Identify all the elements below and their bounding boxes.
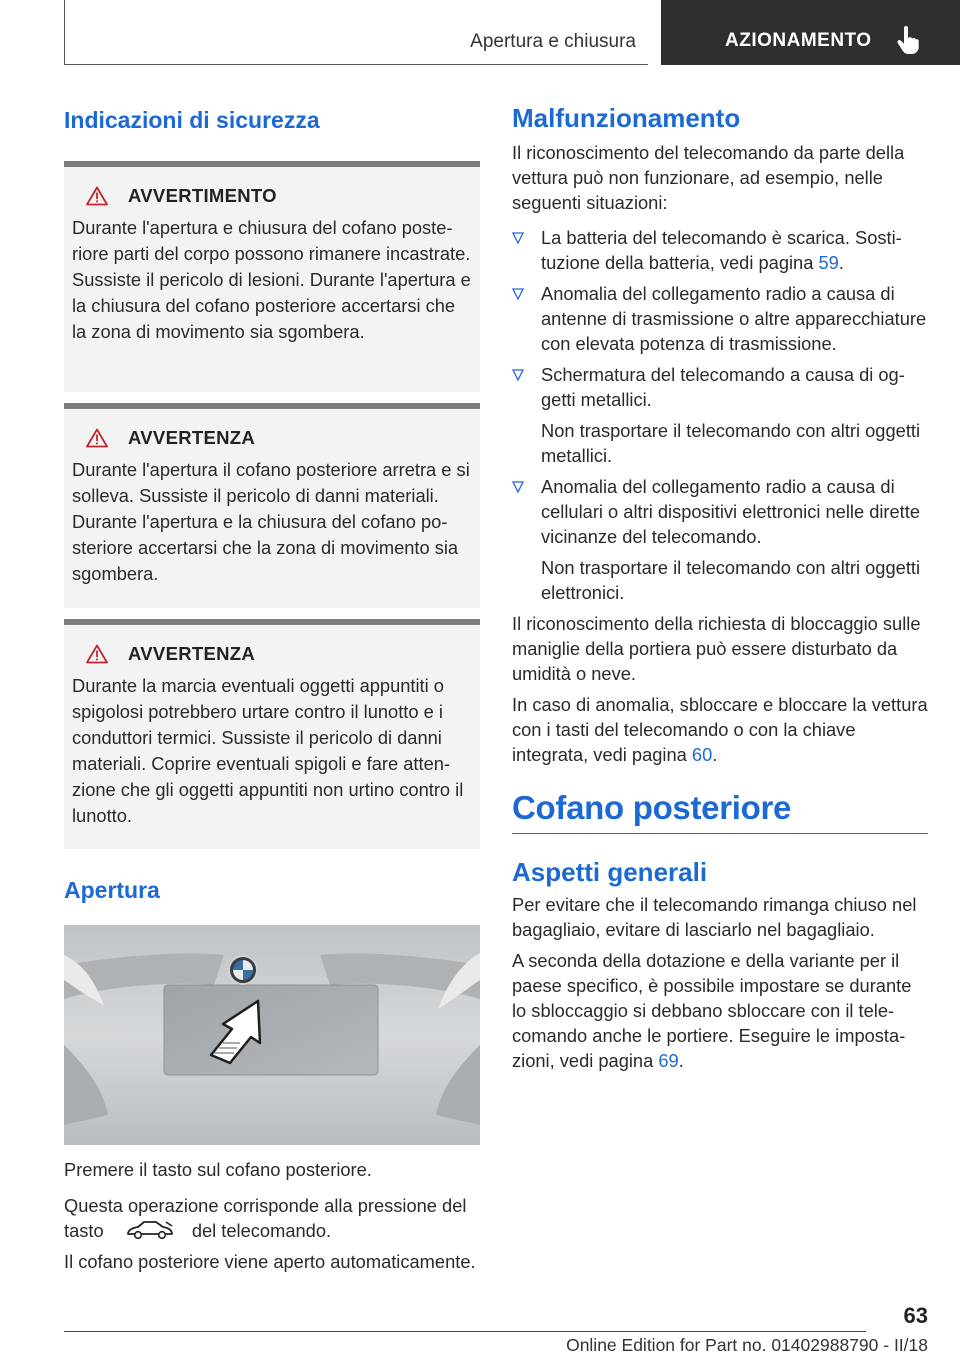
trunk-illustration xyxy=(64,925,480,1145)
warning-triangle-icon xyxy=(86,644,108,664)
left-column xyxy=(64,100,480,1280)
page-link-60[interactable]: 60 xyxy=(691,744,713,765)
list-item: Anomalia del collegamento radio a causa di cellulari o altri dispositivi elettronici nelle dirette vicinanze del telecomando. Non trasportare il telecomando con altri oggetti elettronici. xyxy=(512,474,928,605)
heading-underline xyxy=(512,833,928,834)
caution-box xyxy=(64,619,480,849)
chapter-heading: Cofano posteriore xyxy=(512,789,792,826)
handle-detection-note: Il riconoscimento della richiesta di bloccaggio sulle maniglie della portiera può essere disturbato da umidità o neve. xyxy=(512,613,921,684)
general-paragraph: Per evitare che il telecomando rimanga chiuso nel bagagliaio, evitare di lasciarlo nel bagagliaio. xyxy=(512,894,917,940)
header-section-title: Apertura e chiusura xyxy=(470,31,636,52)
list-item-note: Non trasportare il telecomando con altri oggetti metallici. xyxy=(541,420,921,466)
warning-triangle-icon xyxy=(86,186,108,206)
page-number: 63 xyxy=(903,1303,928,1328)
malfunction-heading: Malfunzionamento xyxy=(512,103,741,133)
bullet-triangle-icon xyxy=(512,288,524,300)
caution-text: Durante l'apertura il cofano posteriore arretra e si solleva. Sussiste il pericolo di danni materiali. Durante l'apertura e la chiusura del cofano posteriore accertarsi che la zona di movimento sia sgombera. xyxy=(72,459,470,584)
press-instruction: Premere il tasto sul cofano posteriore. xyxy=(64,1159,372,1180)
opening-heading: Apertura xyxy=(64,877,160,903)
chapter-tab-label: AZIONAMENTO xyxy=(725,30,872,51)
footer-divider xyxy=(64,1331,866,1332)
caution-text: Durante la marcia eventuali oggetti appuntiti o spigolosi potrebbero urtare contro il lunotto e i conduttori termici. Sussiste il pericolo di danni materiali. Coprire eventuali spigoli e fare attenzione che gli oggetti appuntiti non urtino contro il lunotto. xyxy=(72,675,464,826)
list-item: Anomalia del collegamento radio a causa di antenne di trasmissione o altre apparecchiature con elevata potenza di trasmissione. xyxy=(512,281,928,356)
trunk-button-photo xyxy=(64,925,480,1145)
caution-title: AVVERTENZA xyxy=(128,427,256,448)
general-heading: Aspetti generali xyxy=(512,857,708,887)
footer-edition: Online Edition for Part no. 01402988790 - II/18 xyxy=(566,1335,928,1355)
warning-title: AVVERTIMENTO xyxy=(128,185,277,206)
malfunction-list xyxy=(512,225,928,605)
warning-triangle-icon xyxy=(86,428,108,448)
remote-equivalence: Questa operazione corrisponde alla pressione del tasto del telecomando. xyxy=(64,1195,467,1241)
warning-box xyxy=(64,161,480,392)
malfunction-intro: Il riconoscimento del telecomando da parte della vettura può non funzionare, ad esempio, nelle seguenti situazioni: xyxy=(512,142,905,213)
list-item: La batteria del telecomando è scarica. Sostituzione della batteria, vedi pagina 59. xyxy=(512,225,928,275)
header-divider-bottom xyxy=(64,64,648,65)
hand-pointer-icon xyxy=(893,25,921,55)
caution-box xyxy=(64,403,480,608)
page-link-69[interactable]: 69 xyxy=(658,1050,679,1071)
list-item: Schermatura del telecomando a causa di oggetti metallici. Non trasportare il telecomando con altri oggetti metallici. xyxy=(512,362,928,468)
auto-open-note: Il cofano posteriore viene aperto automaticamente. xyxy=(64,1251,476,1272)
caution-title: AVVERTENZA xyxy=(128,643,256,664)
bullet-triangle-icon xyxy=(512,232,524,244)
bullet-triangle-icon xyxy=(512,369,524,381)
warning-text: Durante l'apertura e chiusura del cofano posteriore parti del corpo possono rimanere incastrate. Sussiste il pericolo di lesioni. Durante l'apertura e la chiusura del cofano posteriore accertarsi che la zona di movimento sia sgombera. xyxy=(72,217,471,342)
list-item-note: Non trasportare il telecomando con altri oggetti elettronici. xyxy=(541,557,921,603)
car-trunk-key-icon xyxy=(125,1219,175,1241)
page-link-59[interactable]: 59 xyxy=(818,252,839,273)
right-column xyxy=(512,100,928,1079)
bullet-triangle-icon xyxy=(512,481,524,493)
fallback-note: In caso di anomalia, sbloccare e bloccare la vettura con i tasti del telecomando o con la chiave integrata, vedi pagina 60. xyxy=(512,694,928,765)
general-paragraph: A seconda della dotazione e della variante per il paese specifico, è possibile impostare se durante lo sbloccaggio si debbano sbloccare con il telecomando anche le portiere. Eseguire le impostazioni, vedi pagina 69. xyxy=(512,950,912,1071)
safety-heading: Indicazioni di sicurezza xyxy=(64,107,320,133)
